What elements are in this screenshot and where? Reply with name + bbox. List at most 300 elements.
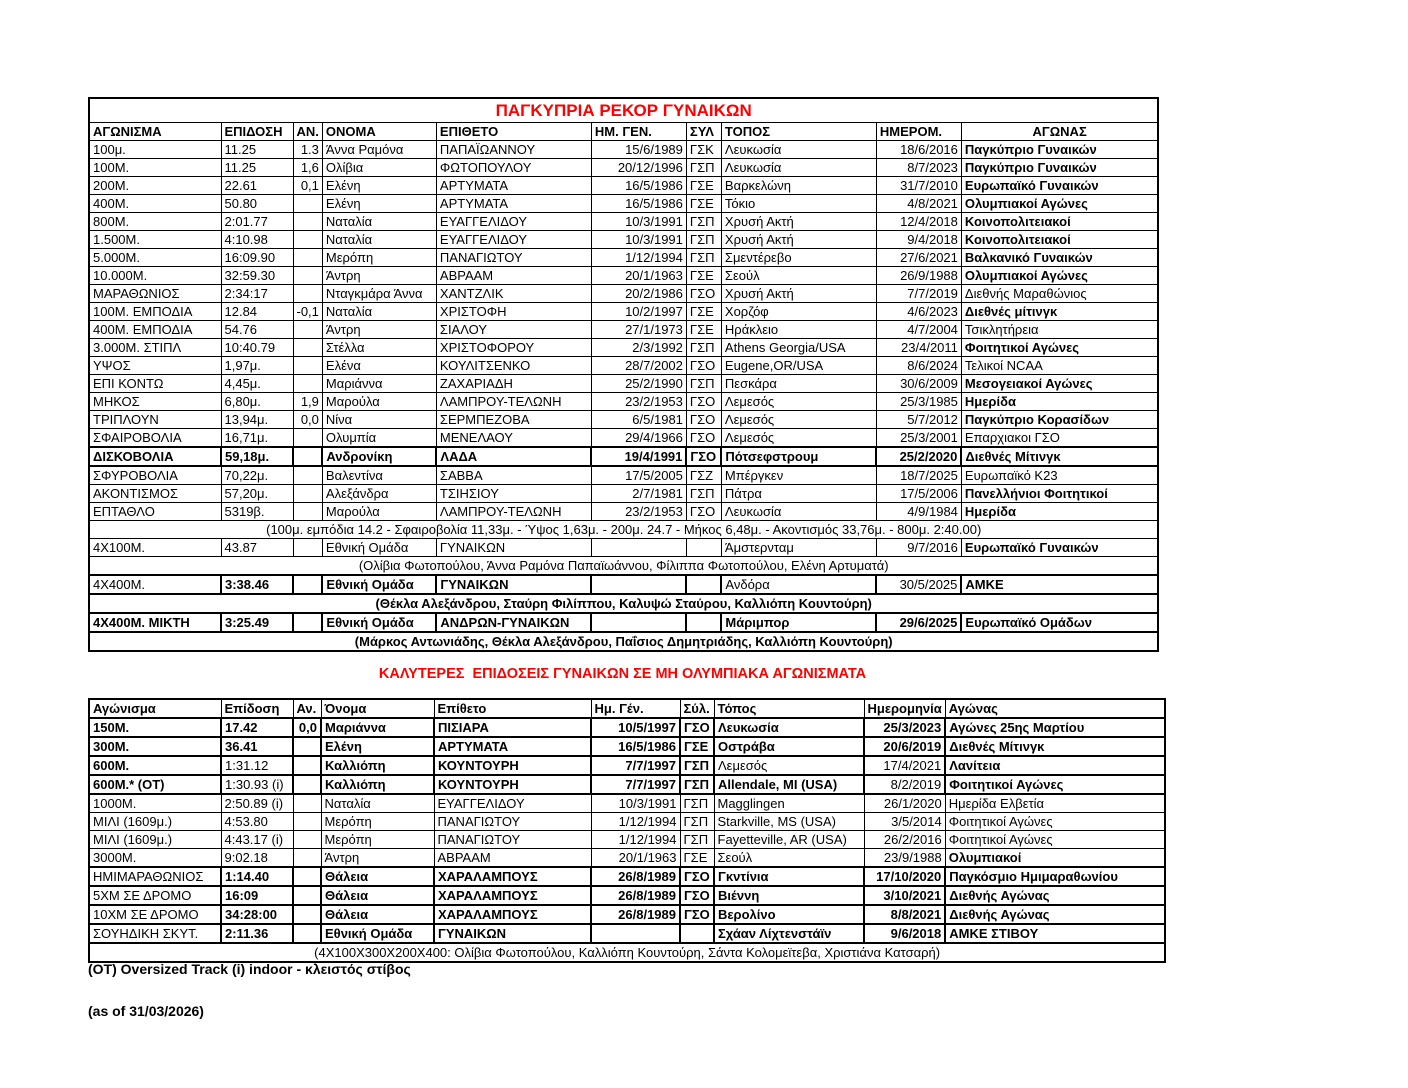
cell-first-name: Εθνική Ομάδα xyxy=(322,539,436,557)
cell-birth-date: 7/7/1997 xyxy=(591,756,680,775)
cell-birth-date: 1/12/1994 xyxy=(591,249,686,267)
cell-birth-date: 20/1/1963 xyxy=(591,267,686,285)
cell-surname: ΛΑΔΑ xyxy=(436,447,591,466)
record-row xyxy=(89,886,1165,905)
cell-wind xyxy=(293,249,322,267)
cell-club: ΓΣΠ xyxy=(686,159,721,177)
cell-club: ΓΣΠ xyxy=(680,813,714,831)
cell-surname: ΕΥΑΓΓΕΛΙΔΟΥ xyxy=(434,794,591,813)
cell-venue: Άμστερνταμ xyxy=(721,539,876,557)
cell-competition: Παγκύπριο Γυναικών xyxy=(961,159,1158,177)
header-event: ΑΓΩΝΙΣΜΑ xyxy=(89,123,221,141)
cell-birth-date xyxy=(591,575,686,594)
cell-club: ΓΣΕ xyxy=(680,737,714,756)
cell-date: 30/5/2025 xyxy=(876,575,961,594)
cell-surname: ΣΕΡΜΠΕΖΟΒΑ xyxy=(436,411,591,429)
non-olympic-bests-table xyxy=(88,698,1166,963)
cell-wind xyxy=(293,195,322,213)
record-row xyxy=(89,429,1158,448)
cell-competition: Κοινοπολιτειακοί xyxy=(961,213,1158,231)
cell-date: 8/7/2023 xyxy=(876,159,961,177)
record-row xyxy=(89,503,1158,521)
oversized-track-footnote: (ΟΤ) Oversized Track (i) indoor - κλειστός στίβος xyxy=(88,961,411,977)
cell-performance: 3:25.49 xyxy=(221,613,293,632)
note-text: (Μάρκος Αντωνιάδης, Θέκλα Αλεξάνδρου, Παΐσιος Δημητριάδης, Καλλιόπη Κουντούρη) xyxy=(89,632,1158,651)
cell-club xyxy=(686,613,721,632)
cell-date: 8/6/2024 xyxy=(876,357,961,375)
cell-venue: Τόκιο xyxy=(721,195,876,213)
cell-surname: ΣΑΒΒΑ xyxy=(436,466,591,485)
cell-competition: Ημερίδα Ελβετία xyxy=(945,794,1165,813)
cell-first-name: Μαρούλα xyxy=(322,393,436,411)
cell-birth-date: 15/6/1989 xyxy=(591,141,686,159)
cell-event: 3.000Μ. ΣΤΙΠΛ xyxy=(89,339,221,357)
cell-birth-date: 7/7/1997 xyxy=(591,775,680,794)
header-row xyxy=(89,699,1165,718)
cell-club: ΓΣΕ xyxy=(686,303,721,321)
cell-surname: ΓΥΝΑΙΚΩΝ xyxy=(434,924,591,943)
cell-event: 4X400Μ. ΜΙΚΤΗ xyxy=(89,613,221,632)
cell-venue: Λεμεσός xyxy=(721,393,876,411)
cell-first-name: Ολίβια xyxy=(322,159,436,177)
record-row xyxy=(89,357,1158,375)
cell-club: ΓΣΠ xyxy=(686,249,721,267)
cell-venue: Χρυσή Ακτή xyxy=(721,231,876,249)
cell-surname: ΤΣΙΗΣΙΟΥ xyxy=(436,485,591,503)
cell-event: 4X400Μ. xyxy=(89,575,221,594)
cell-performance: 3:38.46 xyxy=(221,575,293,594)
cell-competition: Αγώνες 25ης Μαρτίου xyxy=(945,718,1165,737)
record-row xyxy=(89,339,1158,357)
cell-surname: ΑΝΔΡΩΝ-ΓΥΝΑΙΚΩΝ xyxy=(436,613,591,632)
as-of-date-footnote: (as of 31/03/2026) xyxy=(88,1003,204,1019)
cell-surname: ΧΡΙΣΤΟΦΗ xyxy=(436,303,591,321)
cell-date: 17/10/2020 xyxy=(864,867,945,886)
cell-event: ΜΙΛΙ (1609μ.) xyxy=(89,831,221,849)
cell-event: 100μ. xyxy=(89,141,221,159)
cell-venue: Ηράκλειο xyxy=(721,321,876,339)
cell-date: 18/7/2025 xyxy=(876,466,961,485)
cell-club: ΓΣΠ xyxy=(686,231,721,249)
record-row xyxy=(89,141,1158,159)
cell-date: 26/9/1988 xyxy=(876,267,961,285)
cell-club: ΓΣΟ xyxy=(686,503,721,521)
record-row xyxy=(89,411,1158,429)
cell-surname: ΧΑΡΑΛΑΜΠΟΥΣ xyxy=(434,905,591,924)
cell-birth-date: 26/8/1989 xyxy=(591,905,680,924)
cell-performance: 2:34:17 xyxy=(221,285,293,303)
cell-performance: 11.25 xyxy=(221,141,293,159)
cell-venue: Λεμεσός xyxy=(721,429,876,448)
cell-surname: ΑΒΡΑΑΜ xyxy=(434,849,591,868)
header-surname: ΕΠΙΘΕΤΟ xyxy=(436,123,591,141)
cell-venue: Starkville, MS (USA) xyxy=(714,813,864,831)
cell-surname: ΚΟΥΝΤΟΥΡΗ xyxy=(434,756,591,775)
header-competition: ΑΓΩΝΑΣ xyxy=(961,123,1158,141)
cell-performance: 11.25 xyxy=(221,159,293,177)
cell-venue: Λευκωσία xyxy=(721,141,876,159)
record-row xyxy=(89,303,1158,321)
cell-competition: Ολυμπιακοί Αγώνες xyxy=(961,267,1158,285)
cell-performance: 4,45μ. xyxy=(221,375,293,393)
cell-competition: Διεθνές Μίτινγκ xyxy=(945,737,1165,756)
header-surname: Επίθετο xyxy=(434,699,591,718)
cell-date: 27/6/2021 xyxy=(876,249,961,267)
cell-date: 23/9/1988 xyxy=(864,849,945,868)
cell-venue: Athens Georgia/USA xyxy=(721,339,876,357)
cell-wind xyxy=(293,867,321,886)
cell-club: ΓΣΠ xyxy=(680,831,714,849)
cell-club: ΓΣΟ xyxy=(686,429,721,448)
cell-wind: -0,1 xyxy=(293,303,322,321)
cell-birth-date xyxy=(591,613,686,632)
cell-first-name: Νταγκμάρα Άννα xyxy=(322,285,436,303)
header-row xyxy=(89,123,1158,141)
cell-competition: Ευρωπαϊκό Ομάδων xyxy=(961,613,1158,632)
cell-wind xyxy=(293,447,322,466)
cell-first-name: Εθνική Ομάδα xyxy=(322,613,436,632)
cell-date: 3/10/2021 xyxy=(864,886,945,905)
cell-competition: Διεθνές μίτινγκ xyxy=(961,303,1158,321)
record-row xyxy=(89,849,1165,868)
cell-wind xyxy=(293,285,322,303)
cell-date: 26/2/2016 xyxy=(864,831,945,849)
cell-birth-date: 17/5/2005 xyxy=(591,466,686,485)
cell-competition: Ημερίδα xyxy=(961,393,1158,411)
cell-club: ΓΣΟ xyxy=(680,867,714,886)
cell-competition: Ευρωπαϊκό Κ23 xyxy=(961,466,1158,485)
cell-birth-date: 16/5/1986 xyxy=(591,737,680,756)
cell-venue: Βαρκελώνη xyxy=(721,177,876,195)
note-row xyxy=(89,521,1158,539)
cell-club: ΓΣΟ xyxy=(686,411,721,429)
cell-first-name: Μερόπη xyxy=(321,813,434,831)
header-birth-date: ΗΜ. ΓΕΝ. xyxy=(591,123,686,141)
cell-competition: Βαλκανικό Γυναικών xyxy=(961,249,1158,267)
cell-event: 800Μ. xyxy=(89,213,221,231)
cell-first-name: Μερόπη xyxy=(322,249,436,267)
cell-venue: Allendale, MI (USA) xyxy=(714,775,864,794)
cell-competition: ΑΜΚΕ xyxy=(961,575,1158,594)
cell-wind xyxy=(293,485,322,503)
non-olympic-bests-section xyxy=(88,698,1166,963)
cell-performance: 2:01.77 xyxy=(221,213,293,231)
cell-competition: Παγκύπριο Γυναικών xyxy=(961,141,1158,159)
cell-wind xyxy=(293,339,322,357)
cell-first-name: Άννα Ραμόνα xyxy=(322,141,436,159)
header-event: Αγώνισμα xyxy=(89,699,221,718)
cell-wind xyxy=(293,357,322,375)
cell-event: ΣΦΑΙΡΟΒΟΛΙΑ xyxy=(89,429,221,448)
cell-date: 9/6/2018 xyxy=(864,924,945,943)
cell-venue: Σεούλ xyxy=(714,849,864,868)
cell-surname: ΛΑΜΠΡΟΥ-ΤΕΛΩΝΗ xyxy=(436,503,591,521)
cell-venue: Χρυσή Ακτή xyxy=(721,213,876,231)
record-row xyxy=(89,393,1158,411)
cell-venue: Σχάαν Λίχτενστάϊν xyxy=(714,924,864,943)
header-club: Σύλ. xyxy=(680,699,714,718)
cell-date: 9/4/2018 xyxy=(876,231,961,249)
cell-club: ΓΣΟ xyxy=(686,285,721,303)
cell-performance: 4:10.98 xyxy=(221,231,293,249)
cell-competition: Ολυμπιακοί xyxy=(945,849,1165,868)
cell-date: 26/1/2020 xyxy=(864,794,945,813)
record-row xyxy=(89,485,1158,503)
cell-competition: Μεσογειακοί Αγώνες xyxy=(961,375,1158,393)
cell-surname: ΧΡΙΣΤΟΦΟΡΟΥ xyxy=(436,339,591,357)
cell-first-name: Καλλιόπη xyxy=(321,775,434,794)
cell-surname: ΧΑΡΑΛΑΜΠΟΥΣ xyxy=(434,867,591,886)
record-row xyxy=(89,267,1158,285)
cell-wind xyxy=(293,539,322,557)
cell-performance: 59,18μ. xyxy=(221,447,293,466)
cell-birth-date: 27/1/1973 xyxy=(591,321,686,339)
cell-club: ΓΣΟ xyxy=(686,357,721,375)
record-row xyxy=(89,613,1158,632)
cell-event: 400Μ. xyxy=(89,195,221,213)
cell-club: ΓΣΟ xyxy=(686,393,721,411)
cell-date: 25/3/2001 xyxy=(876,429,961,448)
cell-first-name: Μαριάννα xyxy=(321,718,434,737)
cell-first-name: Ναταλία xyxy=(322,213,436,231)
pancyprian-records-section xyxy=(88,97,1159,652)
cell-performance: 10:40.79 xyxy=(221,339,293,357)
cell-birth-date: 20/1/1963 xyxy=(591,849,680,868)
cell-date: 4/6/2023 xyxy=(876,303,961,321)
header-first-name: ΟΝΟΜΑ xyxy=(322,123,436,141)
cell-club xyxy=(686,575,721,594)
cell-birth-date: 26/8/1989 xyxy=(591,867,680,886)
cell-club: ΓΣΟ xyxy=(680,718,714,737)
cell-first-name: Ναταλία xyxy=(322,231,436,249)
cell-surname: ΠΙΣΙΑΡΑ xyxy=(434,718,591,737)
record-row xyxy=(89,905,1165,924)
cell-competition: Επαρχιακοι ΓΣΟ xyxy=(961,429,1158,448)
cell-performance: 4:43.17 (i) xyxy=(221,831,293,849)
cell-competition: Παγκύπριο Κορασίδων xyxy=(961,411,1158,429)
cell-surname: ΛΑΜΠΡΟΥ-ΤΕΛΩΝΗ xyxy=(436,393,591,411)
cell-event: 400Μ. ΕΜΠΟΔΙΑ xyxy=(89,321,221,339)
pancyprian-records-table xyxy=(88,97,1159,652)
cell-wind xyxy=(293,213,322,231)
cell-event: ΥΨΟΣ xyxy=(89,357,221,375)
record-row xyxy=(89,177,1158,195)
cell-venue: Σμεντέρεβο xyxy=(721,249,876,267)
cell-first-name: Βαλεντίνα xyxy=(322,466,436,485)
cell-event: 4X100Μ. xyxy=(89,539,221,557)
cell-event: ΤΡΙΠΛΟΥΝ xyxy=(89,411,221,429)
cell-surname: ΕΥΑΓΓΕΛΙΔΟΥ xyxy=(436,213,591,231)
cell-date: 25/3/1985 xyxy=(876,393,961,411)
record-row xyxy=(89,539,1158,557)
cell-event: 100Μ. xyxy=(89,159,221,177)
cell-first-name: Στέλλα xyxy=(322,339,436,357)
cell-birth-date: 29/4/1966 xyxy=(591,429,686,448)
cell-surname: ΦΩΤΟΠΟΥΛΟΥ xyxy=(436,159,591,177)
header-date: Ημερομηνία xyxy=(864,699,945,718)
cell-date: 17/5/2006 xyxy=(876,485,961,503)
cell-date: 12/4/2018 xyxy=(876,213,961,231)
cell-wind xyxy=(293,775,321,794)
header-date: ΗΜΕΡΟΜ. xyxy=(876,123,961,141)
cell-event: ΣΦΥΡΟΒΟΛΙΑ xyxy=(89,466,221,485)
cell-event: ΜΙΛΙ (1609μ.) xyxy=(89,813,221,831)
cell-performance: 50.80 xyxy=(221,195,293,213)
cell-wind xyxy=(293,924,321,943)
cell-venue: Μπέργκεν xyxy=(721,466,876,485)
cell-event: 1.500Μ. xyxy=(89,231,221,249)
cell-venue: Πεσκάρα xyxy=(721,375,876,393)
cell-event: 10.000Μ. xyxy=(89,267,221,285)
cell-competition: Τελικοί NCAA xyxy=(961,357,1158,375)
cell-first-name: Μαρούλα xyxy=(322,503,436,521)
cell-performance: 54.76 xyxy=(221,321,293,339)
note-row xyxy=(89,943,1165,962)
header-performance: Επίδοση xyxy=(221,699,293,718)
cell-venue: Σεούλ xyxy=(721,267,876,285)
cell-performance: 2:50.89 (i) xyxy=(221,794,293,813)
cell-wind xyxy=(293,756,321,775)
record-row xyxy=(89,195,1158,213)
cell-venue: Λευκωσία xyxy=(721,503,876,521)
cell-performance: 34:28:00 xyxy=(221,905,293,924)
cell-date: 4/7/2004 xyxy=(876,321,961,339)
table-title-row xyxy=(89,98,1158,123)
cell-event: 600Μ.* (ΟΤ) xyxy=(89,775,221,794)
cell-competition: Ολυμπιακοί Αγώνες xyxy=(961,195,1158,213)
cell-date: 5/7/2012 xyxy=(876,411,961,429)
cell-first-name: Θάλεια xyxy=(321,886,434,905)
cell-club: ΓΣΠ xyxy=(680,756,714,775)
header-wind: ΑΝ. xyxy=(293,123,322,141)
cell-club: ΓΣΕ xyxy=(686,195,721,213)
cell-date: 25/2/2020 xyxy=(876,447,961,466)
cell-surname: ΖΑΧΑΡΙΑΔΗ xyxy=(436,375,591,393)
cell-date: 20/6/2019 xyxy=(864,737,945,756)
cell-first-name: Ελένη xyxy=(321,737,434,756)
cell-event: 100Μ. ΕΜΠΟΔΙΑ xyxy=(89,303,221,321)
cell-competition: Φοιτητικοί Αγώνες xyxy=(945,813,1165,831)
record-row xyxy=(89,575,1158,594)
record-row xyxy=(89,756,1165,775)
cell-surname: ΧΑΡΑΛΑΜΠΟΥΣ xyxy=(434,886,591,905)
cell-surname: ΠΑΝΑΓΙΩΤΟΥ xyxy=(434,831,591,849)
header-venue: Τόπος xyxy=(714,699,864,718)
cell-birth-date: 10/3/1991 xyxy=(591,213,686,231)
non-olympic-bests-title: ΚΑΛΥΤΕΡΕΣ ΕΠΙΔΟΣΕΙΣ ΓΥΝΑΙΚΩΝ ΣΕ ΜΗ ΟΛΥΜΠΙΑΚΑ ΑΓΩΝΙΣΜΑΤΑ xyxy=(378,666,867,682)
cell-date: 30/6/2009 xyxy=(876,375,961,393)
cell-date: 25/3/2023 xyxy=(864,718,945,737)
cell-first-name: Άντρη xyxy=(322,321,436,339)
cell-club: ΓΣΠ xyxy=(680,794,714,813)
cell-date: 9/7/2016 xyxy=(876,539,961,557)
cell-surname: ΠΑΝΑΓΙΩΤΟΥ xyxy=(436,249,591,267)
cell-event: 150Μ. xyxy=(89,718,221,737)
cell-venue: Λεμεσός xyxy=(721,411,876,429)
cell-wind: 0,0 xyxy=(293,411,322,429)
note-text: (4X100X300X200X400: Ολίβια Φωτοπούλου, Καλλιόπη Κουντούρη, Σάντα Κολομεϊτεβα, Χριστιάνα Κατσαρή) xyxy=(89,943,1165,962)
cell-club: ΓΣΟ xyxy=(680,905,714,924)
record-row xyxy=(89,375,1158,393)
cell-birth-date: 10/3/1991 xyxy=(591,231,686,249)
cell-date: 3/5/2014 xyxy=(864,813,945,831)
cell-venue: Λευκωσία xyxy=(721,159,876,177)
cell-birth-date: 26/8/1989 xyxy=(591,886,680,905)
cell-performance: 22.61 xyxy=(221,177,293,195)
cell-competition: ΑΜΚΕ ΣΤΙΒΟΥ xyxy=(945,924,1165,943)
cell-club: ΓΣΠ xyxy=(686,339,721,357)
header-club: ΣΥΛ xyxy=(686,123,721,141)
cell-venue: Magglingen xyxy=(714,794,864,813)
cell-venue: Βερολίνο xyxy=(714,905,864,924)
record-row xyxy=(89,159,1158,177)
record-row xyxy=(89,794,1165,813)
cell-date: 7/7/2019 xyxy=(876,285,961,303)
cell-wind xyxy=(293,613,322,632)
cell-venue: Οστράβα xyxy=(714,737,864,756)
cell-venue: Βιέννη xyxy=(714,886,864,905)
cell-surname: ΜΕΝΕΛΑΟΥ xyxy=(436,429,591,448)
note-row xyxy=(89,632,1158,651)
cell-wind xyxy=(293,737,321,756)
cell-event: ΕΠΤΑΘΛΟ xyxy=(89,503,221,521)
record-row xyxy=(89,447,1158,466)
cell-first-name: Μαριάννα xyxy=(322,375,436,393)
cell-competition: Ευρωπαϊκό Γυναικών xyxy=(961,539,1158,557)
cell-performance: 70,22μ. xyxy=(221,466,293,485)
cell-surname: ΣΙΑΛΟΥ xyxy=(436,321,591,339)
cell-first-name: Θάλεια xyxy=(321,905,434,924)
cell-surname: ΚΟΥΝΤΟΥΡΗ xyxy=(434,775,591,794)
cell-performance: 16:09 xyxy=(221,886,293,905)
cell-event: 5ΧΜ ΣΕ ΔΡΟΜΟ xyxy=(89,886,221,905)
cell-date: 18/6/2016 xyxy=(876,141,961,159)
cell-performance: 36.41 xyxy=(221,737,293,756)
cell-birth-date: 6/5/1981 xyxy=(591,411,686,429)
cell-club: ΓΣΚ xyxy=(686,141,721,159)
cell-first-name: Ναταλία xyxy=(321,794,434,813)
cell-date: 17/4/2021 xyxy=(864,756,945,775)
cell-wind xyxy=(293,267,322,285)
cell-competition: Φοιτητικοί Αγώνες xyxy=(945,775,1165,794)
record-row xyxy=(89,867,1165,886)
cell-birth-date: 19/4/1991 xyxy=(591,447,686,466)
cell-venue: Χρυσή Ακτή xyxy=(721,285,876,303)
cell-birth-date: 1/12/1994 xyxy=(591,831,680,849)
cell-birth-date: 23/2/1953 xyxy=(591,393,686,411)
note-row xyxy=(89,557,1158,576)
record-row xyxy=(89,813,1165,831)
cell-performance: 5319β. xyxy=(221,503,293,521)
cell-event: ΣΟΥΗΔΙΚΗ ΣΚΥΤ. xyxy=(89,924,221,943)
cell-wind xyxy=(293,375,322,393)
cell-venue: Γκντίνια xyxy=(714,867,864,886)
record-row xyxy=(89,737,1165,756)
cell-birth-date: 2/7/1981 xyxy=(591,485,686,503)
cell-first-name: Ανδρονίκη xyxy=(322,447,436,466)
record-row xyxy=(89,924,1165,943)
cell-performance: 1:14.40 xyxy=(221,867,293,886)
cell-performance: 17.42 xyxy=(221,718,293,737)
header-wind: Αν. xyxy=(293,699,321,718)
cell-date: 8/8/2021 xyxy=(864,905,945,924)
cell-wind xyxy=(293,831,321,849)
cell-wind xyxy=(293,429,322,448)
cell-wind xyxy=(293,849,321,868)
cell-first-name: Νίνα xyxy=(322,411,436,429)
cell-venue: Fayetteville, AR (USA) xyxy=(714,831,864,849)
cell-surname: ΠΑΠΑΪΩΑΝΝΟΥ xyxy=(436,141,591,159)
